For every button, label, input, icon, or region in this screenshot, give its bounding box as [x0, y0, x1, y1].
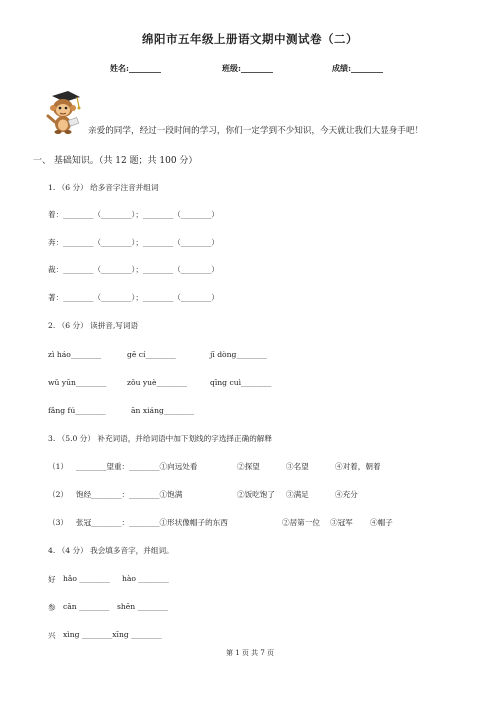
q2-pinyin-item: wǔ yūn________ — [48, 378, 107, 387]
q3-option: ②饭吃饱了 — [237, 490, 275, 499]
q1-line: 著：________（________）；________（________） — [48, 293, 219, 302]
class-field-label: 班级:________ — [222, 63, 273, 73]
q2-pinyin-item: ān xiáng________ — [131, 406, 195, 415]
q4-character: 兴 — [48, 631, 56, 640]
q3-item-text: 饱经________：________①饱满 — [76, 490, 183, 499]
q4-character: 好 — [48, 575, 56, 584]
q3-option: ③冠军 — [330, 518, 353, 527]
q4-pinyin-blank: cān ________ — [63, 602, 110, 611]
q3-item-number: （1） — [48, 462, 69, 471]
q2-pinyin-item: fǎng fú________ — [48, 406, 106, 415]
q4-character: 参 — [48, 603, 56, 612]
q3-option: ③满足 — [286, 490, 309, 499]
q1-line: 着：________（________）；________（________） — [48, 210, 219, 219]
q3-option: ④充分 — [335, 490, 358, 499]
q4-pinyin-blank: shēn ________ — [117, 602, 168, 611]
q4-pinyin-blank: hǎo ________ — [63, 574, 110, 583]
q4-pinyin-blank: xìng ________xīng ________ — [63, 630, 162, 639]
q1-line: 裁：________（________）；________（________） — [48, 265, 219, 274]
monkey-mascot-icon — [42, 88, 84, 136]
q1-line: 奔：________（________）；________（________） — [48, 238, 219, 247]
q3-option: ②居第一位 — [282, 518, 320, 527]
question-3-heading: 3. （5.0 分） 补充词语，并给词语中加下划线的字选择正确的解释 — [48, 434, 272, 443]
q3-option: ④对着，朝着 — [335, 462, 381, 471]
greeting-text: 亲爱的同学，经过一段时间的学习，你们一定学到不少知识，今天就让我们大显身手吧！ — [88, 126, 424, 136]
q2-pinyin-item: zǒu yuè________ — [127, 378, 187, 387]
q3-item-text: ________望重：________①向远处看 — [76, 462, 198, 471]
question-2-heading: 2. （6 分） 读拼音,写词语 — [48, 321, 139, 330]
q4-pinyin-blank: hào ________ — [122, 574, 169, 583]
q3-option: ②探望 — [237, 462, 260, 471]
page-footer: 第 1 页 共 7 页 — [225, 649, 275, 657]
section-heading: 一、 基础知识。（共 12 题；共 100 分） — [33, 156, 198, 166]
score-field-label: 成绩:________ — [332, 63, 383, 73]
page-title: 绵阳市五年级上册语文期中测试卷（二） — [142, 32, 358, 46]
q3-item-text: 张冠________：________①形状像帽子的东西 — [76, 518, 228, 527]
question-4-heading: 4. （4 分） 我会填多音字，并组词。 — [48, 546, 174, 555]
q2-pinyin-item: gē cí________ — [127, 350, 176, 359]
q3-option: ④帽子 — [370, 518, 393, 527]
q3-item-number: （2） — [48, 490, 69, 499]
q2-pinyin-item: zì háo________ — [48, 350, 102, 359]
question-1-heading: 1. （6 分） 给多音字注音并组词 — [48, 183, 159, 192]
q3-option: ③名望 — [286, 462, 309, 471]
q2-pinyin-item: qīng cuì________ — [210, 378, 272, 387]
name-field-label: 姓名:________ — [110, 63, 161, 73]
q2-pinyin-item: jī dòng________ — [210, 350, 267, 359]
q3-item-number: （3） — [48, 518, 69, 527]
